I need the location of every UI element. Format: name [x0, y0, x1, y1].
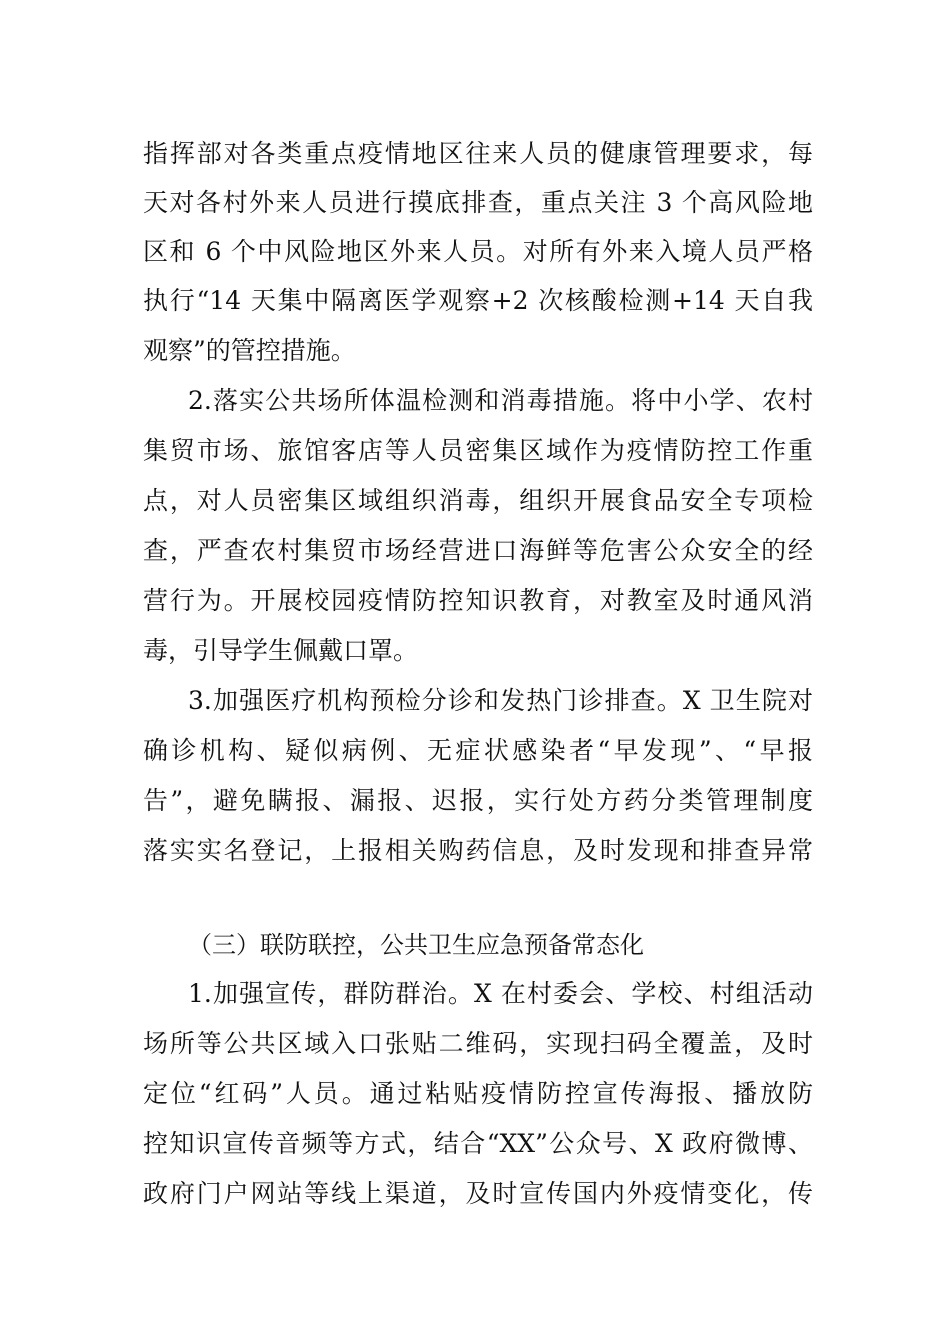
- paragraph-line: 控知识宣传音频等方式，结合“XX”公众号、X 政府微博、: [143, 1129, 813, 1158]
- paragraph-line: 点，对人员密集区域组织消毒，组织开展食品安全专项检: [143, 486, 813, 515]
- paragraph-line: 天对各村外来人员进行摸底排查，重点关注 3 个高风险地: [143, 188, 813, 217]
- paragraph-line: 3.加强医疗机构预检分诊和发热门诊排查。X 卫生院对: [188, 686, 813, 715]
- paragraph-line: 确诊机构、疑似病例、无症状感染者“早发现”、“早报: [143, 736, 813, 765]
- paragraph-line: 查，严查农村集贸市场经营进口海鲜等危害公众安全的经: [143, 536, 813, 565]
- section-heading: （三）联防联控，公共卫生应急预备常态化: [188, 931, 644, 959]
- paragraph-line: 政府门户网站等线上渠道，及时宣传国内外疫情变化，传: [143, 1179, 813, 1208]
- paragraph-line: 集贸市场、旅馆客店等人员密集区域作为疫情防控工作重: [143, 436, 813, 465]
- paragraph-line: 定位“红码”人员。通过粘贴疫情防控宣传海报、播放防: [143, 1079, 813, 1108]
- paragraph-line: 观察”的管控措施。: [143, 336, 356, 365]
- paragraph-line: 1.加强宣传，群防群治。X 在村委会、学校、村组活动: [188, 979, 813, 1008]
- paragraph-line: 指挥部对各类重点疫情地区往来人员的健康管理要求，每: [143, 139, 813, 168]
- paragraph-line: 场所等公共区域入口张贴二维码，实现扫码全覆盖，及时: [143, 1029, 813, 1058]
- paragraph-line: 落实实名登记，上报相关购药信息，及时发现和排查异常: [143, 836, 813, 865]
- paragraph-line: 告”，避免瞒报、漏报、迟报，实行处方药分类管理制度: [143, 786, 813, 815]
- paragraph-line: 2.落实公共场所体温检测和消毒措施。将中小学、农村: [188, 386, 813, 415]
- paragraph-line: 毒，引导学生佩戴口罩。: [143, 636, 419, 665]
- paragraph-line: 执行“14 天集中隔离医学观察+2 次核酸检测+14 天自我: [143, 286, 813, 315]
- paragraph-line: 区和 6 个中风险地区外来人员。对所有外来入境人员严格: [143, 237, 813, 266]
- paragraph-line: 营行为。开展校园疫情防控知识教育，对教室及时通风消: [143, 586, 813, 615]
